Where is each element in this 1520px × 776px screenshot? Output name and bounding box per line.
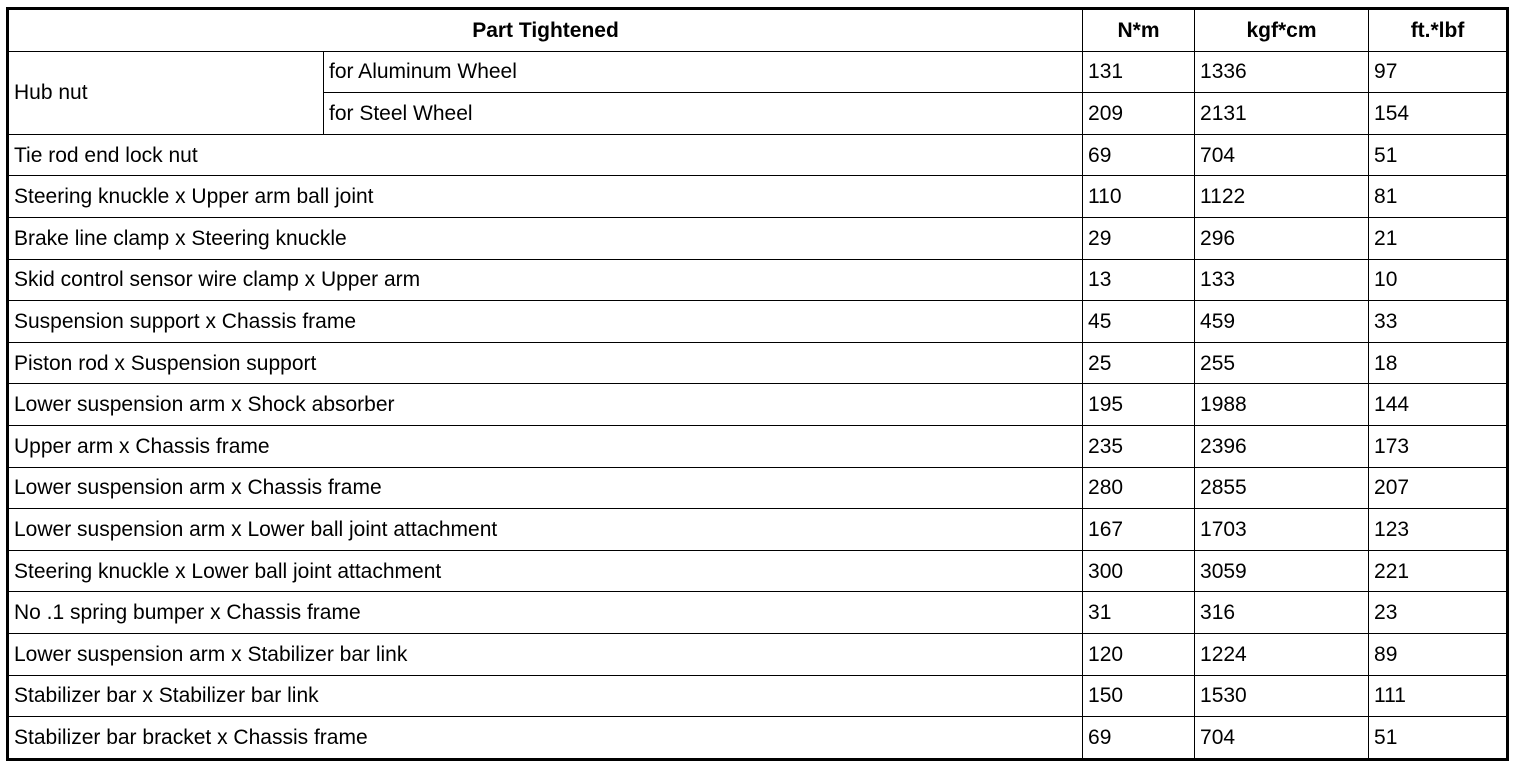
header-ftlbf: ft.*lbf xyxy=(1369,9,1508,52)
table-row xyxy=(8,342,1508,384)
kgfcm-value: 1224 xyxy=(1195,633,1369,675)
part-name: Tie rod end lock nut xyxy=(8,134,1083,176)
kgfcm-value: 2131 xyxy=(1195,93,1369,135)
kgfcm-value: 704 xyxy=(1195,134,1369,176)
ftlbf-value: 89 xyxy=(1369,633,1508,675)
ftlbf-value: 154 xyxy=(1369,93,1508,135)
header-part-tightened: Part Tightened xyxy=(8,9,1083,52)
kgfcm-value: 1122 xyxy=(1195,176,1369,218)
table-row xyxy=(8,467,1508,509)
table-row xyxy=(8,134,1508,176)
nm-value: 69 xyxy=(1083,717,1195,760)
kgfcm-value: 1530 xyxy=(1195,675,1369,717)
nm-value: 235 xyxy=(1083,425,1195,467)
nm-value: 280 xyxy=(1083,467,1195,509)
nm-value: 150 xyxy=(1083,675,1195,717)
nm-value: 131 xyxy=(1083,51,1195,93)
kgfcm-value: 1703 xyxy=(1195,509,1369,551)
hub-nut-sub-label: for Aluminum Wheel xyxy=(324,51,1083,93)
ftlbf-value: 81 xyxy=(1369,176,1508,218)
nm-value: 120 xyxy=(1083,633,1195,675)
table-row xyxy=(8,176,1508,218)
ftlbf-value: 23 xyxy=(1369,592,1508,634)
part-name: Brake line clamp x Steering knuckle xyxy=(8,217,1083,259)
part-name: Suspension support x Chassis frame xyxy=(8,301,1083,343)
nm-value: 195 xyxy=(1083,384,1195,426)
table-row xyxy=(8,509,1508,551)
ftlbf-value: 51 xyxy=(1369,134,1508,176)
table-row xyxy=(8,675,1508,717)
torque-spec-table xyxy=(6,7,1509,761)
kgfcm-value: 2855 xyxy=(1195,467,1369,509)
nm-value: 110 xyxy=(1083,176,1195,218)
table-row xyxy=(8,425,1508,467)
part-name: Lower suspension arm x Stabilizer bar link xyxy=(8,633,1083,675)
ftlbf-value: 33 xyxy=(1369,301,1508,343)
table-row xyxy=(8,550,1508,592)
part-name: No .1 spring bumper x Chassis frame xyxy=(8,592,1083,634)
ftlbf-value: 10 xyxy=(1369,259,1508,301)
table-row xyxy=(8,717,1508,760)
header-row xyxy=(8,9,1508,52)
kgfcm-value: 133 xyxy=(1195,259,1369,301)
nm-value: 167 xyxy=(1083,509,1195,551)
hub-nut-sub-label: for Steel Wheel xyxy=(324,93,1083,135)
header-kgfcm: kgf*cm xyxy=(1195,9,1369,52)
table-row xyxy=(8,217,1508,259)
ftlbf-value: 207 xyxy=(1369,467,1508,509)
part-name: Steering knuckle x Lower ball joint attachment xyxy=(8,550,1083,592)
nm-value: 69 xyxy=(1083,134,1195,176)
ftlbf-value: 111 xyxy=(1369,675,1508,717)
ftlbf-value: 97 xyxy=(1369,51,1508,93)
kgfcm-value: 1336 xyxy=(1195,51,1369,93)
nm-value: 13 xyxy=(1083,259,1195,301)
nm-value: 29 xyxy=(1083,217,1195,259)
part-name: Upper arm x Chassis frame xyxy=(8,425,1083,467)
ftlbf-value: 51 xyxy=(1369,717,1508,760)
hub-nut-label: Hub nut xyxy=(8,51,324,134)
ftlbf-value: 123 xyxy=(1369,509,1508,551)
table-row xyxy=(8,301,1508,343)
kgfcm-value: 2396 xyxy=(1195,425,1369,467)
nm-value: 209 xyxy=(1083,93,1195,135)
kgfcm-value: 704 xyxy=(1195,717,1369,760)
part-name: Stabilizer bar bracket x Chassis frame xyxy=(8,717,1083,760)
part-name: Steering knuckle x Upper arm ball joint xyxy=(8,176,1083,218)
kgfcm-value: 255 xyxy=(1195,342,1369,384)
kgfcm-value: 296 xyxy=(1195,217,1369,259)
header-nm: N*m xyxy=(1083,9,1195,52)
ftlbf-value: 221 xyxy=(1369,550,1508,592)
ftlbf-value: 18 xyxy=(1369,342,1508,384)
nm-value: 31 xyxy=(1083,592,1195,634)
ftlbf-value: 144 xyxy=(1369,384,1508,426)
kgfcm-value: 3059 xyxy=(1195,550,1369,592)
ftlbf-value: 173 xyxy=(1369,425,1508,467)
table-row xyxy=(8,633,1508,675)
table-row xyxy=(8,51,1508,93)
table-row xyxy=(8,384,1508,426)
table-row xyxy=(8,592,1508,634)
part-name: Lower suspension arm x Shock absorber xyxy=(8,384,1083,426)
nm-value: 45 xyxy=(1083,301,1195,343)
table-row xyxy=(8,259,1508,301)
nm-value: 300 xyxy=(1083,550,1195,592)
nm-value: 25 xyxy=(1083,342,1195,384)
kgfcm-value: 1988 xyxy=(1195,384,1369,426)
kgfcm-value: 459 xyxy=(1195,301,1369,343)
part-name: Lower suspension arm x Chassis frame xyxy=(8,467,1083,509)
part-name: Lower suspension arm x Lower ball joint attachment xyxy=(8,509,1083,551)
part-name: Piston rod x Suspension support xyxy=(8,342,1083,384)
kgfcm-value: 316 xyxy=(1195,592,1369,634)
part-name: Stabilizer bar x Stabilizer bar link xyxy=(8,675,1083,717)
part-name: Skid control sensor wire clamp x Upper arm xyxy=(8,259,1083,301)
ftlbf-value: 21 xyxy=(1369,217,1508,259)
